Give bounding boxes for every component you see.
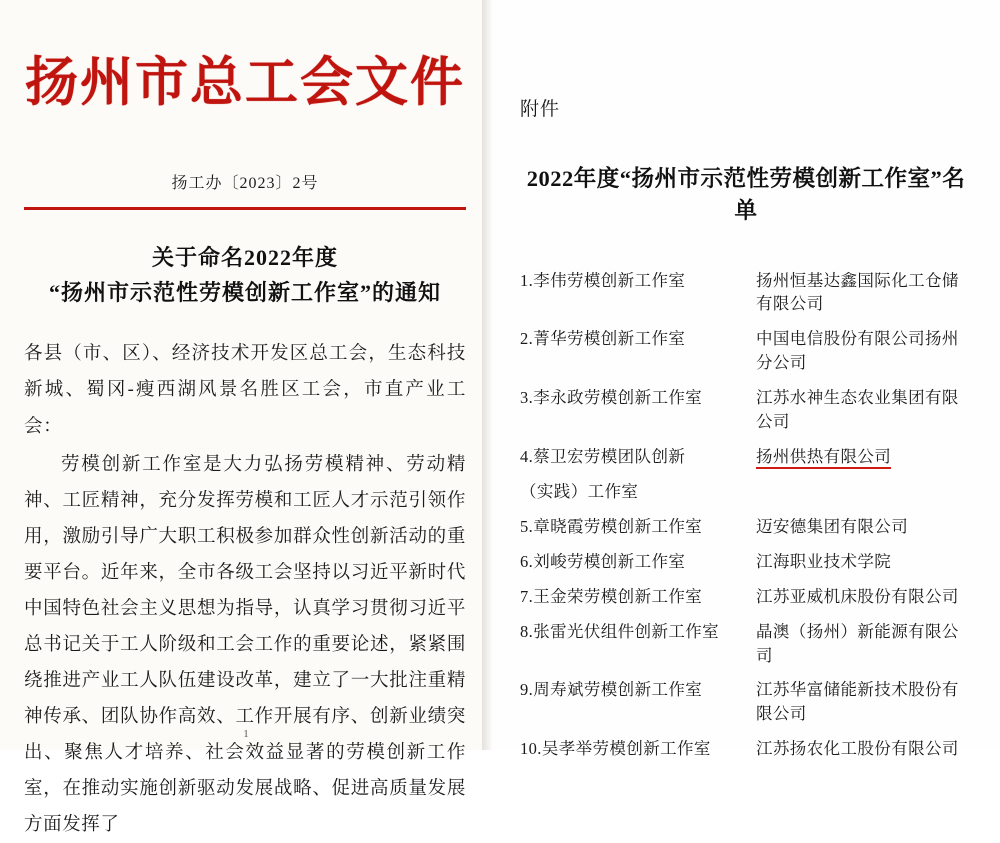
row-number: 10. xyxy=(520,739,542,759)
studio-cell xyxy=(520,440,756,475)
studio-name: 王金荣劳模创新工作室 xyxy=(533,586,703,606)
unit-cell xyxy=(756,440,972,475)
unit-cell: 江苏华富储能新技术股份有限公司 xyxy=(756,680,959,724)
studio-name: （实践）工作室 xyxy=(520,481,639,501)
studio-name: 吴孝举劳模创新工作室 xyxy=(541,739,711,759)
studio-cell xyxy=(520,579,756,614)
studio-name: 蔡卫宏劳模团队创新 xyxy=(533,447,686,467)
unit-cell: 迈安德集团有限公司 xyxy=(756,516,909,536)
table-row xyxy=(520,381,972,440)
row-number: 2. xyxy=(520,329,534,349)
studio-cell xyxy=(520,673,756,732)
document-title-line-2: “扬州市示范性劳模创新工作室”的通知 xyxy=(48,280,441,306)
table-row xyxy=(520,579,972,614)
row-number: 3. xyxy=(520,388,534,408)
studio-cell xyxy=(520,732,756,767)
studio-cell xyxy=(520,544,756,579)
row-number: 7. xyxy=(520,586,534,606)
masthead-title: 扬州市总工会文件 xyxy=(25,54,465,112)
studio-list-body xyxy=(520,263,972,767)
body-paragraph-1: 劳模创新工作室是大力弘扬劳模精神、劳动精神、工匠精神，充分发挥劳模和工匠人才示范引领作用，激励引导广大职工积极参加群众性创新活动的重要平台。近年来，全市各级工会坚持以习近平新时代中国特色社会主义思想为指导，认真学习贯彻习近平总书记关于工人阶级和工会工作的重要论述，紧紧围绕推进产业工人队伍建设改革，建立了一大批注重精神传承、团队协作高效、工作开展有序、创新业绩突出、聚焦人才培养、社会效益显著的劳模创新工作室，在推动实施创新驱动发展战略、促进高质量发展方面发挥了 xyxy=(24,454,466,836)
table-row-continuation xyxy=(520,474,972,509)
unit-cell: 晶澳（扬州）新能源有限公司 xyxy=(756,621,959,665)
table-row xyxy=(520,263,972,322)
list-title: 2022年度“扬州市示范性劳模创新工作室”名单 xyxy=(526,166,966,223)
row-number: 8. xyxy=(520,621,534,641)
row-number: 1. xyxy=(520,270,534,290)
unit-cell: 江苏水神生态农业集团有限公司 xyxy=(756,388,959,432)
document-number: 扬工办〔2023〕2号 xyxy=(171,175,319,192)
unit-cell: 中国电信股份有限公司扬州分公司 xyxy=(756,329,959,373)
document-title-line-1: 关于命名2022年度 xyxy=(151,245,338,270)
studio-name: 周寿斌劳模创新工作室 xyxy=(533,680,703,700)
row-number: 9. xyxy=(520,680,534,700)
table-row xyxy=(520,614,972,673)
highlighted-unit-name: 扬州供热有限公司 xyxy=(756,447,891,469)
unit-cell: 江苏亚威机床股份有限公司 xyxy=(756,586,959,606)
red-divider-rule xyxy=(24,207,466,210)
attachment-label: 附件 xyxy=(520,99,561,120)
body-paragraph-salutation: 各县（市、区）、经济技术开发区总工会，生态科技新城、蜀冈-瘦西湖风景名胜区工会，市直产业工会： xyxy=(24,344,466,437)
studio-cell xyxy=(520,614,756,673)
studio-name: 张雷光伏组件创新工作室 xyxy=(533,621,720,641)
page-number: 1 xyxy=(243,728,249,740)
unit-cell: 江海职业技术学院 xyxy=(756,551,892,571)
row-number: 6. xyxy=(520,551,534,571)
table-row xyxy=(520,673,972,732)
studio-name: 章晓霞劳模创新工作室 xyxy=(533,516,703,536)
table-row-highlighted xyxy=(520,440,972,475)
document-title xyxy=(24,240,466,310)
studio-name: 李永政劳模创新工作室 xyxy=(533,388,703,408)
unit-cell xyxy=(756,474,972,509)
table-row xyxy=(520,544,972,579)
studio-cell xyxy=(520,322,756,381)
unit-cell: 江苏扬农化工股份有限公司 xyxy=(756,739,959,759)
table-row xyxy=(520,322,972,381)
row-number: 5. xyxy=(520,516,534,536)
table-row xyxy=(520,732,972,767)
document-body xyxy=(24,336,466,843)
studio-name-list xyxy=(520,263,972,767)
studio-cell xyxy=(520,263,756,322)
studio-name: 菁华劳模创新工作室 xyxy=(533,329,686,349)
table-row xyxy=(520,509,972,544)
right-document-scan xyxy=(492,0,1000,759)
row-number: 4. xyxy=(520,447,534,467)
unit-cell: 扬州恒基达鑫国际化工仓储有限公司 xyxy=(756,270,959,314)
studio-cell xyxy=(520,381,756,440)
studio-cell xyxy=(520,509,756,544)
left-document-scan xyxy=(0,0,492,836)
studio-name: 刘峻劳模创新工作室 xyxy=(533,551,686,571)
studio-name: 李伟劳模创新工作室 xyxy=(533,270,686,290)
studio-cell xyxy=(520,474,756,509)
